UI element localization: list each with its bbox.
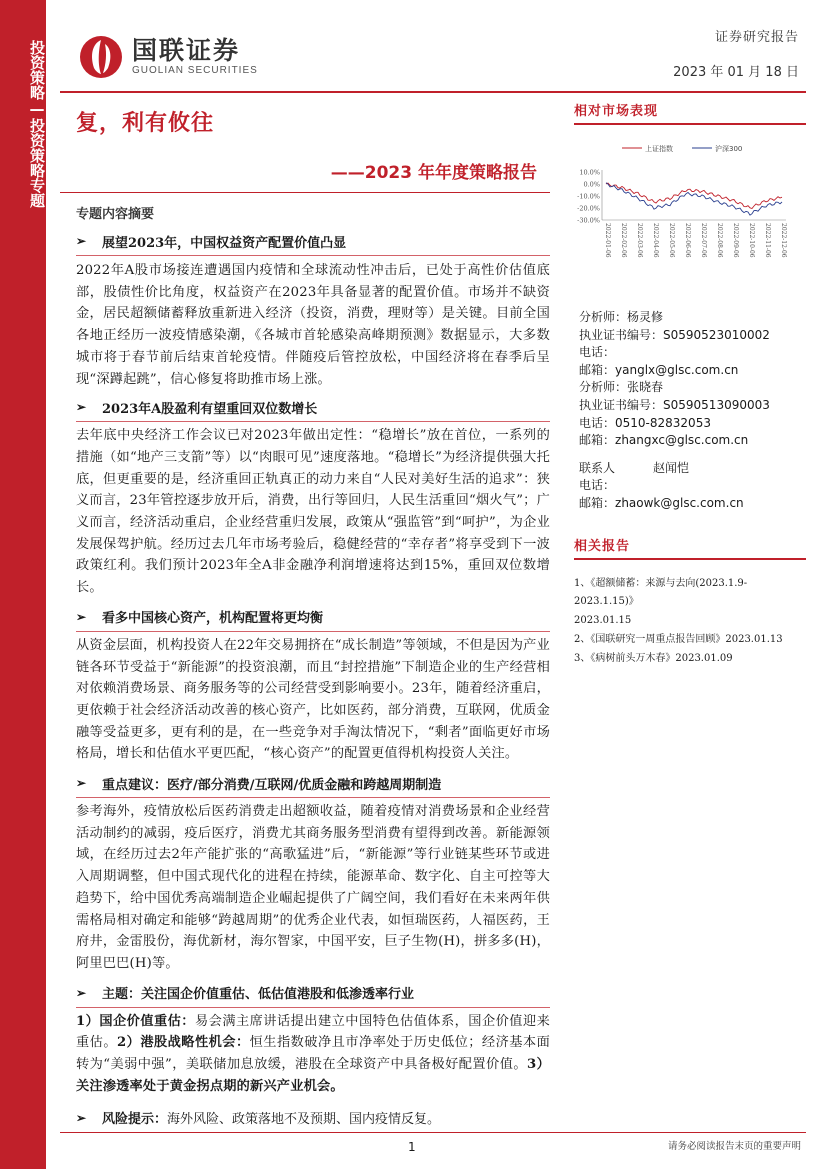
header-divider [60,91,806,93]
analyst-row [579,477,805,495]
y-tick-label: -10.0% [577,192,600,201]
series-line-hs300 [606,183,782,215]
page-title: 复，利有攸往 [76,110,215,136]
analyst-row [579,309,805,327]
y-tick-label: 0.0% [583,180,600,189]
analyst-info [579,309,805,513]
arrow-icon: ➢ [76,985,87,1000]
market-divider [574,123,806,125]
analyst-row [579,432,805,450]
title-divider [60,192,550,193]
analyst-row [579,495,805,513]
section-paragraph [76,1011,550,1098]
arrow-icon: ➢ [76,1110,87,1125]
theme-2-label: 2）港股战略性机会： [117,1035,250,1051]
logo-cn: 国联证券 [132,36,241,65]
section-divider [76,421,550,422]
related-report-item: 2、《国联研究一周重点报告回顾》2023.01.13 [574,633,783,645]
analyst-row [579,460,805,478]
sidebar-title: 投资策略—投资策略专题 [28,40,46,208]
y-tick-label: 10.0% [579,168,600,177]
section-paragraph: 去年底中央经济工作会议已对2023年做出定性：“稳增长”放在首位，一系列的措施（如“地产三支箭”等）以“肉眼可见”速度落地。“稳增长”为经济提供强大托底，但更重要的是，经济重回正轨真正的动力来自“人民对美好生活的追求”：狭义而言，23年管控逐步放开后，消费，出行等回归，人民生活重回“烟火气”；广义而言，经济活动重启，企业经营重归发展，政策从“强监管”到“呵护”，为企业发展保驾护航。经历过去几年市场考验后，稳健经营的“幸存者”将享受到下一波政策红利。我们预计2023年全A非金融净利润增速将达到15%，重回双位数增长。 [76,428,550,596]
related-report-item: 2023.01.15 [574,615,632,627]
x-tick-label: 2022-01-06 [604,223,611,258]
series-line-shanghai [606,183,782,209]
summary-column [76,203,550,1130]
analyst-row [579,327,805,345]
report-date: 2023 年 01 月 18 日 [673,65,799,80]
analyst-label: 分析师： [579,310,628,324]
page-number: 1 [408,1140,416,1154]
analyst-value: zhaowk@glsc.com.cn [615,495,744,510]
summary-label: 专题内容摘要 [76,207,155,222]
x-tick-label: 2022-09-06 [732,223,739,258]
related-reports [574,535,806,668]
market-section [574,100,806,125]
section-heading: ➢ 2023年A股盈利有望重回双位数增长 [76,400,318,417]
theme-1-label: 1）国企价值重估： [76,1013,195,1029]
y-tick-label: -20.0% [577,204,600,213]
section-heading: ➢ 看多中国核心资产，机构配置将更均衡 [76,609,324,627]
x-tick-label: 2022-04-06 [652,223,659,258]
market-chart [574,140,806,270]
x-tick-label: 2022-06-06 [684,223,691,258]
analyst-label: 邮箱： [579,433,616,448]
related-list [574,575,806,669]
analyst-row [579,415,805,433]
theme-3-label: 3）关注渗透率处于黄金拐点期的新兴产业机会。 [76,1057,551,1094]
analyst-value: S0590523010002 [663,327,770,342]
analyst-value: 杨灵修 [627,310,664,324]
analyst-label: 联系人 [579,460,616,475]
disclaimer: 请务必阅读报告末页的重要声明 [667,1141,801,1152]
x-tick-label: 2022-08-06 [716,223,723,258]
analyst-value: yanglx@glsc.com.cn [615,362,739,377]
x-tick-label: 2022-05-06 [668,223,675,258]
guolian-logo-icon [78,34,124,80]
x-tick-label: 2022-02-06 [620,223,627,258]
report-type: 证券研究报告 [714,30,799,45]
section-paragraph: 参考海外，疫情放松后医药消费走出超额收益，随着疫情对消费场景和企业经营活动制约的减弱，疫后医疗，消费尤其商务服务型消费有望得到改善。新能源领域，在经历过去2年产能扩张的“高歌猛进”后，“新能源”等行业链某些环节或进入周期调整，但中国式现代化的进程在持续，能源革命、数字化、自主可控等大趋势下，给中国优秀高端制造企业崛起提供了广阔空间，我们看好在未来两年供需格局相对确定和能够“跨越周期”的优秀企业代表，如恒瑞医药，人福医药，王府井，金雷股份，海优新材，海尔智家，中国平安，巨子生物(H)，拼多多(H)，阿里巴巴(H)等。 [76,804,550,971]
section-paragraph: 从资金层面，机构投资人在22年交易拥挤在“成长制造”等领域，不但是因为产业链各环节受益于“新能源”的投资浪潮，而且“封控措施”下制造企业的生产经营相对依赖消费场景、商务服务等的公司经营受到影响要小。23年，随着经济重启，更依赖于社会经济活动改善的核心资产，比如医药，部分消费，互联网，优质金融等受益更多，更有利的是，在一些竞争对手淘汰情况下，“剩者”面临更好市场格局，增长和估值水平更匹配，“核心资产”的配置更值得机构投资人关注。 [76,637,550,762]
section-divider [76,255,550,256]
logo-en: GUOLIAN SECURITIES [132,65,258,76]
analyst-label: 邮箱： [579,495,616,510]
arrow-icon: ➢ [76,609,87,624]
market-heading: 相对市场表现 [574,104,659,119]
related-heading: 相关报告 [574,539,631,554]
analyst-value: zhangxc@glsc.com.cn [615,433,749,448]
section-heading: ➢ 展望2023年，中国权益资产配置价值凸显 [76,234,347,251]
analyst-row [579,344,805,362]
x-tick-label: 2022-07-06 [700,223,707,258]
section-divider [76,797,550,798]
section-divider [76,631,550,632]
analyst-label: 电话： [579,415,616,430]
arrow-icon: ➢ [76,234,87,248]
analyst-label: 执业证书编号： [579,327,664,342]
analyst-value: 赵闻恺 [653,460,690,475]
analyst-value: 0510-82832053 [615,415,711,430]
footer-divider [60,1132,806,1133]
risk-text: 海外风险、政策落地不及预期、国内疫情反复。 [167,1112,441,1127]
section-heading: ➢ 重点建议：医疗/部分消费/互联网/优质金融和跨越周期制造 [76,776,442,793]
theme-2-text: 恒生指数破净且市净率处于历史低位；经济基本面转为“美弱中强”，美联储加息放缓，港股在全球资产中具备极好配置价值。 [76,1035,550,1073]
analyst-label: 电话： [579,478,616,493]
x-tick-label: 2022-03-06 [636,223,643,258]
analyst-value: 张晓春 [627,380,664,395]
related-report-item: 3、《病树前头万木春》2023.01.09 [574,652,733,664]
y-tick-label: -30.0% [577,216,600,225]
section-heading: ➢ 风险提示： 海外风险、政策落地不及预期、国内疫情反复。 [76,1106,550,1130]
analyst-label: 分析师： [579,380,628,395]
legend-label: 沪深300 [715,145,743,153]
related-divider [574,558,806,560]
analyst-row [579,362,805,380]
sidebar [0,0,46,1169]
analyst-row [579,379,805,397]
arrow-icon: ➢ [76,776,87,791]
related-report-item: 1、《超额储蓄：来源与去向(2023.1.9-2023.1.15)》 [574,577,748,608]
section-divider [76,1007,550,1008]
arrow-icon: ➢ [76,400,87,415]
page-subtitle: ——2023 年年度策略报告 [330,163,537,183]
legend-label: 上证指数 [645,145,673,153]
x-tick-label: 2022-12-06 [780,223,787,258]
analyst-value: S0590513090003 [663,397,770,412]
analyst-label: 邮箱： [579,362,616,377]
section-heading: ➢ 主题：关注国企价值重估、低估值港股和低渗透率行业 [76,985,415,1003]
analyst-label: 电话： [579,345,616,360]
theme-1-text: 易会满主席讲话提出建立中国特色估值体系，国企价值迎来重估。 [76,1013,550,1051]
analyst-label: 执业证书编号： [579,397,664,412]
analyst-row [579,397,805,415]
logo [78,34,258,80]
section-paragraph: 2022年A股市场接连遭遇国内疫情和全球流动性冲击后，已处于高性价估值底部，股债性价比角度，权益资产在2023年具备显著的配置价值。市场并不缺资金，居民超额储蓄释放重新进入经济（投资，消费，理财等）是关键。目前全国各地正经历一波疫情感染潮，《各城市首轮感染高峰期预测》数据显示，大多数城市将于春节前后结束首轮疫情。伴随疫后管控放松，中国经济将在春季后呈现“深蹲起跳”，信心修复将助推市场上涨。 [76,263,550,387]
x-tick-label: 2022-11-06 [764,223,771,258]
x-tick-label: 2022-10-06 [748,223,755,258]
